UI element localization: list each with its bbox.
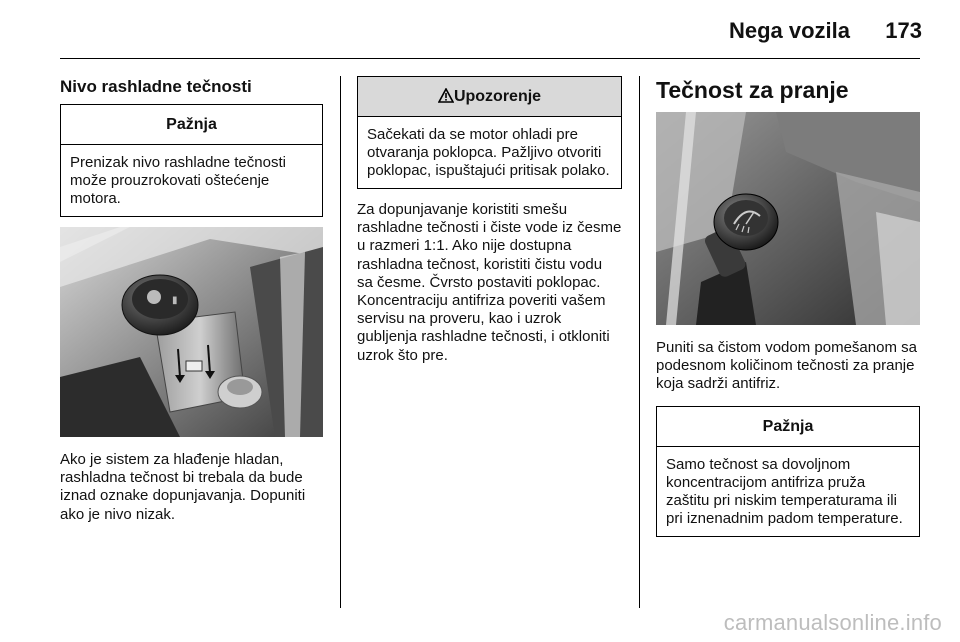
column-divider-1 — [340, 76, 341, 608]
notice-text: Prenizak nivo rashladne tečnosti može prouzrokovati oštećenje motora. — [70, 154, 286, 207]
page-number: 173 — [885, 18, 922, 43]
column-divider-2 — [639, 76, 640, 608]
washer-reservoir-photo — [656, 112, 920, 325]
chapter-title: Nega vozila — [728, 18, 850, 43]
notice-text: Samo tečnost sa dovoljnom koncentracijom antifriza pruža zaštitu pri niskim temperaturama ili pri iznenadnim padom temperature. — [666, 455, 903, 527]
coolant-notice-box — [60, 104, 323, 217]
washer-notice-box — [656, 406, 920, 537]
warning-box — [357, 76, 622, 189]
washer-heading: Tečnost za pranje — [656, 77, 849, 103]
notice-title: Pažnja — [61, 105, 322, 145]
watermark: carmanualsonline.info — [723, 610, 942, 635]
page-header — [0, 18, 960, 48]
warning-title-bar — [358, 77, 621, 117]
coolant-heading: Nivo rashladne tečnosti — [60, 77, 252, 96]
warning-triangle-icon — [438, 88, 454, 103]
column-washer-fluid — [656, 76, 920, 537]
coolant-paragraph: Ako je sistem za hlađenje hladan, rashladna tečnost bi trebala da bude iznad oznake dopunjavanja. Dopuniti ako je nivo nizak. — [60, 451, 306, 523]
svg-text:▮: ▮ — [172, 295, 178, 306]
notice-title: Pažnja — [657, 407, 919, 447]
column-warning — [357, 76, 622, 365]
coolant-reservoir-photo — [60, 227, 323, 437]
warning-title: Upozorenje — [453, 88, 542, 105]
header-rule — [60, 58, 920, 59]
warning-text: Sačekati da se motor ohladi pre otvaranja poklopca. Pažljivo otvoriti poklopac, ispuštajući pritisak polako. — [367, 126, 610, 179]
column-coolant — [60, 76, 323, 524]
washer-paragraph: Puniti sa čistom vodom pomešanom sa podesnom količinom tečnosti za pranje koja sadrži antifriz. — [656, 339, 917, 393]
refill-paragraph: Za dopunjavanje koristiti smešu rashladne tečnosti i čiste vode iz česme u razmeri 1:1. Ako nije dostupna rashladna tečnost, koristiti čistu vodu sa česme. Čvrsto postaviti poklopac. Koncentraciju antifriza poveriti vašem servisu na proveru, kao i uzrok gubljenja rashladne tečnosti, i otkloniti uzrok što pre. — [357, 201, 622, 364]
